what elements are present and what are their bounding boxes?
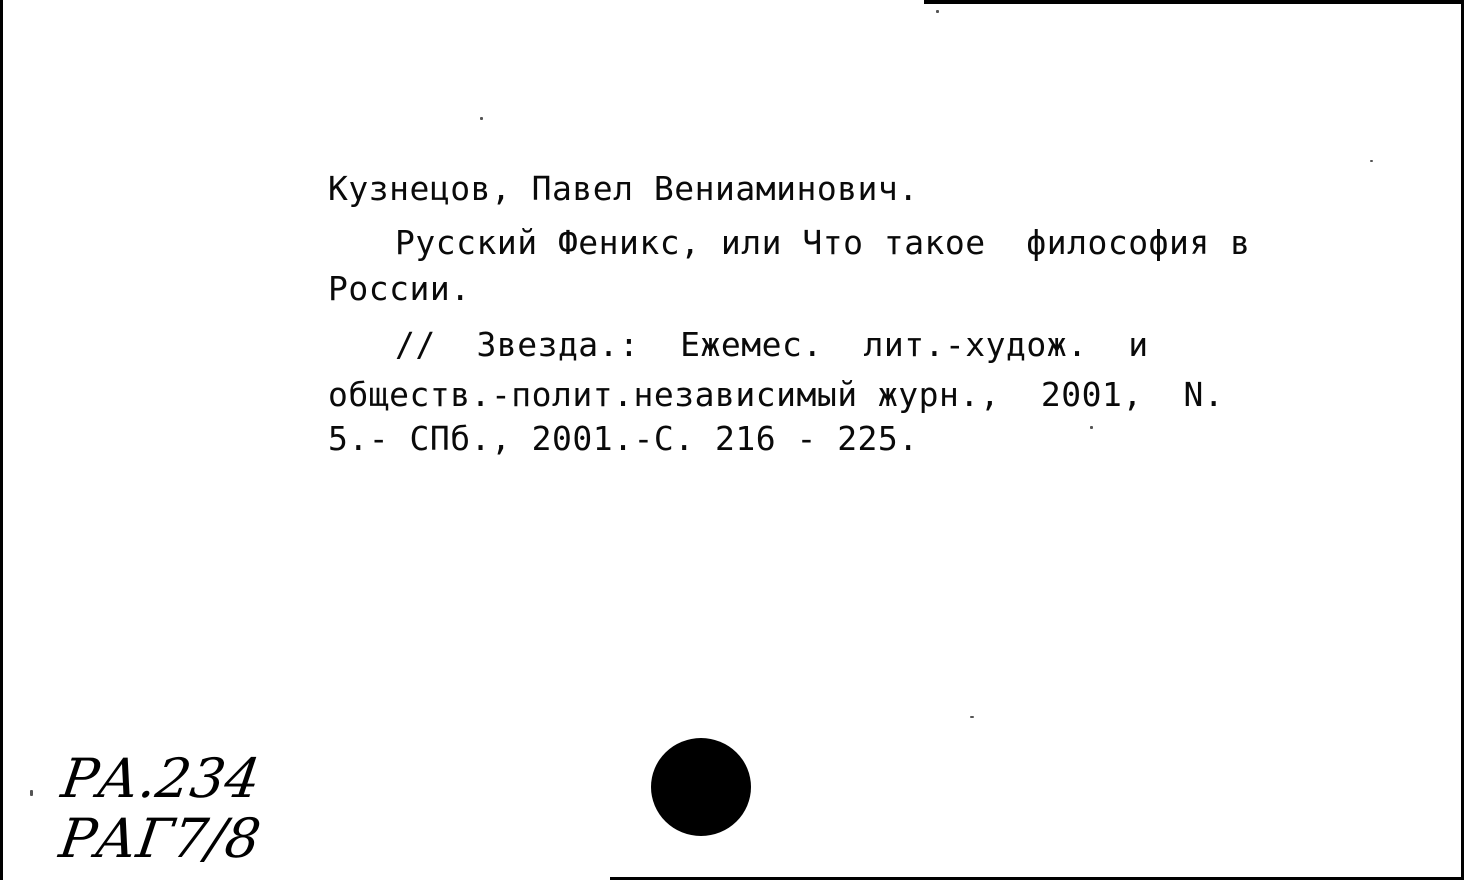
- punch-hole: [651, 738, 751, 836]
- shelfmark-line-2: РАГ7/8: [55, 807, 265, 870]
- title-line-2: России.: [328, 269, 471, 308]
- source-line-3: 5.- СПб., 2001.-С. 216 - 225.: [328, 419, 919, 458]
- scan-speck: [30, 790, 33, 796]
- card-left-border: [0, 0, 3, 880]
- shelfmark-line-1: РА.234: [57, 747, 264, 810]
- scan-speck: [480, 117, 483, 120]
- scan-speck: [970, 716, 974, 718]
- title-line-1: Русский Феникс, или Что такое философия в: [395, 223, 1251, 262]
- source-line-2: обществ.-полит.независимый журн., 2001, N.: [328, 375, 1225, 414]
- source-line-1: // Звезда.: Ежемес. лит.-худож. и: [395, 325, 1149, 364]
- scan-speck: [936, 10, 939, 13]
- author-line: Кузнецов, Павел Вениаминович.: [328, 169, 919, 208]
- scan-speck: [1090, 426, 1093, 429]
- card-top-border: [924, 0, 1464, 4]
- scan-speck: [1370, 160, 1373, 162]
